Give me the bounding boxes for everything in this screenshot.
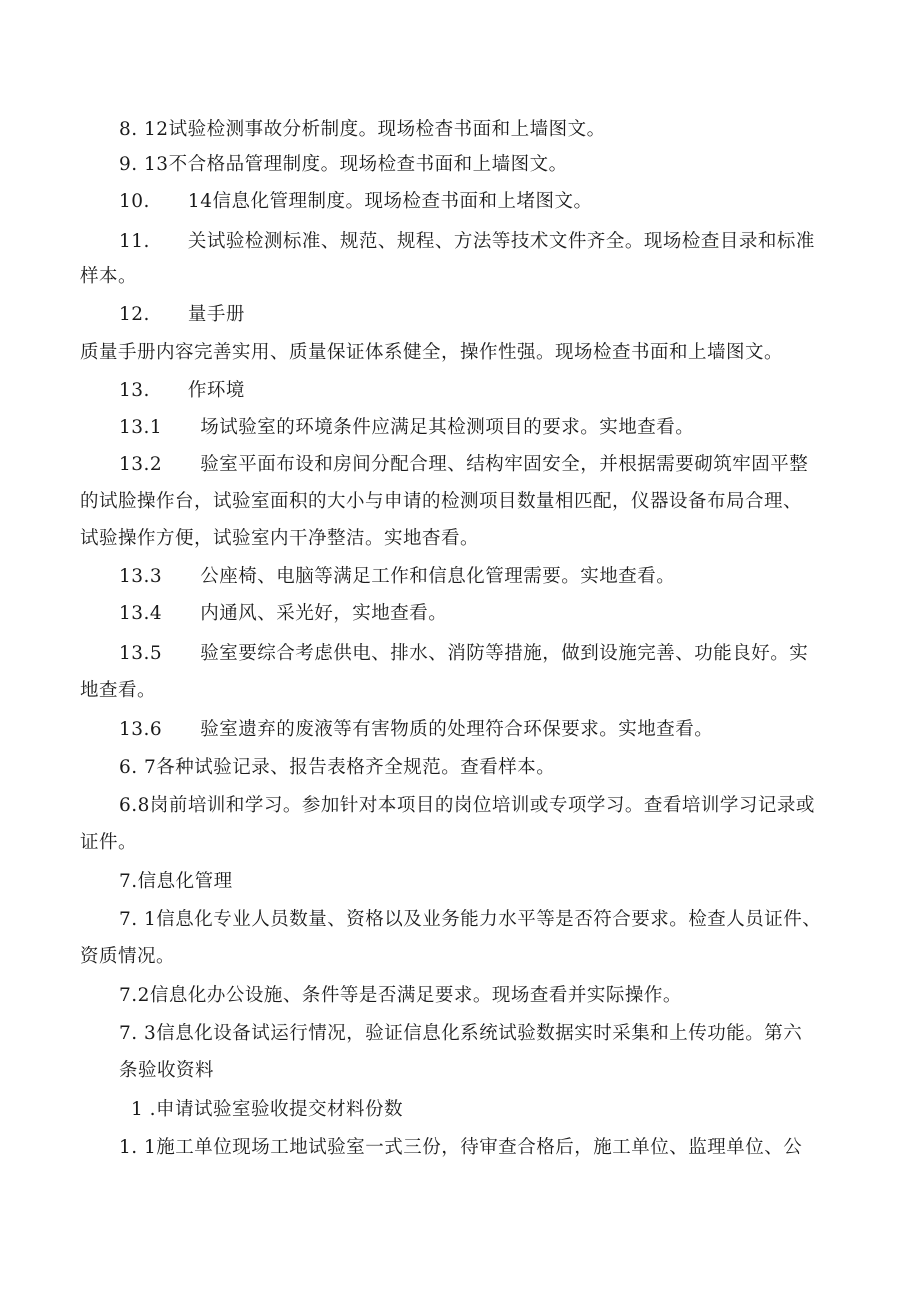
- text-line: 的试脸操作台，试验室面积的大小与申请的检测项目数量相匹配，仪器设备布局合理、: [80, 491, 803, 512]
- text-line: 12. 量手册: [119, 304, 245, 325]
- text-line: 7.2信息化办公设施、条件等是否满足要求。现场查看并实际操作。: [119, 985, 682, 1006]
- text-line: 资质情况。: [80, 946, 176, 967]
- text-line: 1 .申请试验室验收提交材料份数: [131, 1099, 404, 1120]
- text-line: 13.2 验室平面布设和房间分配合理、结构牢固安全，并根据需要砌筑牢固平整: [119, 454, 809, 475]
- text-line: 7. 3信息化设备试运行情况，验证信息化系统试验数据实时采集和上传功能。第六: [119, 1023, 803, 1044]
- text-line: 13.4 内通风、采光好，实地查看。: [119, 603, 448, 624]
- text-line: 质量手册内容完善实用、质量保证体系健全，操作性强。现场检查书面和上墙图文。: [80, 342, 784, 363]
- text-line: 13. 作环境: [119, 380, 245, 401]
- text-line: 13.1 场试验室的环境条件应满足其检测项目的要求。实地查看。: [119, 417, 695, 438]
- text-line: 7.信息化管理: [119, 871, 233, 892]
- text-line: 1. 1施工单位现场工地试验室一式三份，待审查合格后，施工单位、监理单位、公: [119, 1137, 803, 1158]
- text-line: 10. 14信息化管理制度。现场检查书面和上堵图文。: [119, 191, 593, 212]
- text-line: 13.5 验室要综合考虑供电、排水、消防等措施，做到设施完善、功能良好。实: [119, 643, 809, 664]
- text-line: 8. 12试验检测事故分析制度。现场检杳书面和上墙图文。: [119, 119, 606, 140]
- text-line: 13.3 公座椅、电脑等满足工作和信息化管理需要。实地查看。: [119, 566, 676, 587]
- text-line: 地查看。: [80, 680, 157, 701]
- text-line: 11. 关试验检测标准、规范、规程、方法等技术文件齐全。现场检查目录和标准: [119, 231, 815, 252]
- text-line: 13.6 验室遗弃的废液等有害物质的处理符合环保要求。实地查看。: [119, 719, 714, 740]
- text-line: 试验操作方便，试验室内干净整洁。实地杳看。: [80, 528, 480, 549]
- text-line: 条验收资料: [119, 1060, 215, 1081]
- text-line: 样本。: [80, 266, 138, 287]
- text-line: 6. 7各种试验记录、报告表格齐全规范。查看样本。: [119, 757, 556, 778]
- text-line: 6.8岗前培训和学习。参加针对本项目的岗位培训或专项学习。查看培训学习记录或: [119, 795, 815, 816]
- text-line: 证件。: [80, 832, 138, 853]
- text-line: 7. 1信息化专业人员数量、资格以及业务能力水平等是否符合要求。检查人员证件、: [119, 909, 822, 930]
- text-line: 9. 13不合格品管理制度。现场检查书面和上墙图文。: [119, 154, 568, 175]
